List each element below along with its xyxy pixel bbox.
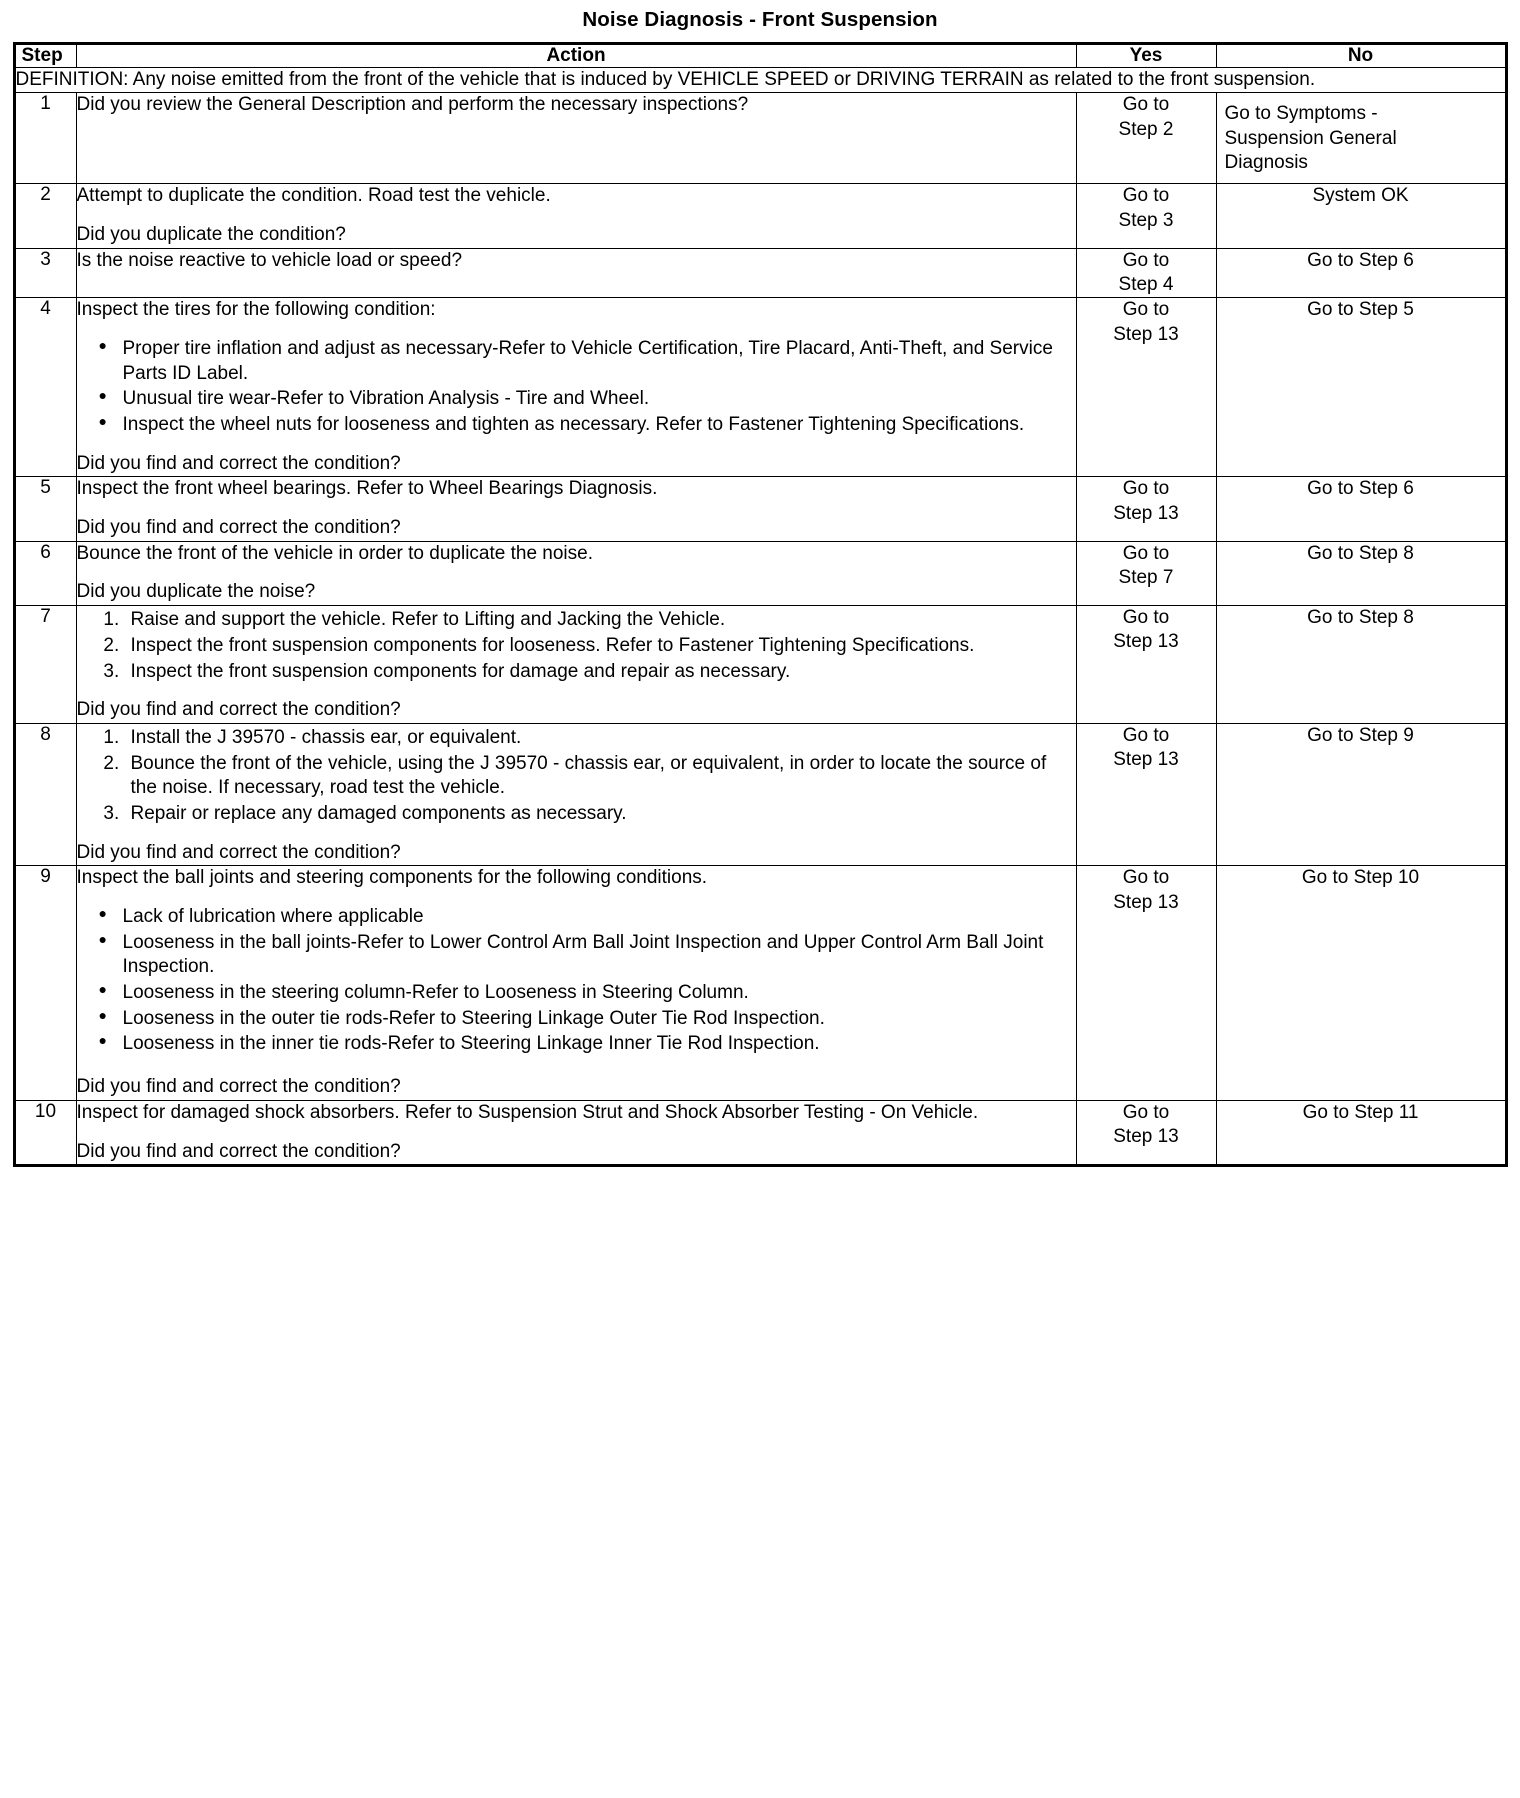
column-header-no: No (1216, 44, 1506, 68)
column-header-step: Step (14, 44, 76, 68)
yes-branch (1076, 723, 1216, 865)
action-question: Did you find and correct the condition? (76, 699, 401, 721)
table-header (14, 44, 1506, 68)
action-question: Did you duplicate the condition? (76, 223, 346, 245)
action-cell (76, 184, 1076, 248)
yes-line-1: Go to (1122, 299, 1170, 321)
step-number: 8 (14, 723, 76, 865)
no-branch (1216, 606, 1506, 724)
table-body (14, 68, 1506, 1166)
no-branch (1216, 298, 1506, 477)
action-cell (76, 723, 1076, 865)
yes-line-1: Go to (1122, 867, 1170, 889)
no-line-1: Go to Step 9 (1307, 724, 1414, 746)
step-number: 4 (14, 298, 76, 477)
no-branch (1216, 93, 1506, 184)
step-number: 5 (14, 477, 76, 541)
no-branch (1216, 866, 1506, 1101)
action-question: Did you find and correct the condition? (76, 452, 401, 474)
yes-branch (1076, 477, 1216, 541)
yes-branch (1076, 248, 1216, 298)
page-title: Noise Diagnosis - Front Suspension (582, 8, 938, 31)
no-branch (1216, 477, 1506, 541)
step-number: 2 (14, 184, 76, 248)
action-question: Did you find and correct the condition? (76, 1076, 401, 1098)
table-header-row (14, 44, 1506, 68)
yes-line-2: Step 4 (1118, 273, 1174, 295)
yes-line-2: Step 13 (1113, 749, 1179, 771)
yes-line-1: Go to (1122, 542, 1170, 564)
no-line-1: Go to Step 8 (1307, 607, 1414, 629)
action-cell (76, 606, 1076, 724)
no-line-1: System OK (1312, 185, 1409, 207)
list-item: 2. Bounce the front of the vehicle, using the J 39570 - chassis ear, or equivalent, in order to locate the source of the noise. If necessary, road test the vehicle. (125, 752, 1076, 801)
step-number: 6 (14, 541, 76, 605)
step-number: 3 (14, 248, 76, 298)
yes-line-1: Go to (1122, 94, 1170, 116)
list-item: ● Proper tire inflation and adjust as necessary-Refer to Vehicle Certification, Tire Placard, Anti-Theft, and Service Parts ID Label. (121, 337, 1076, 386)
action-question: Did you duplicate the noise? (76, 581, 316, 603)
no-branch (1216, 248, 1506, 298)
numbered-list (77, 726, 1076, 827)
list-item: ● Lack of lubrication where applicable (121, 905, 1076, 930)
no-line-1: Go to Step 6 (1307, 249, 1414, 271)
list-item: 3. Inspect the front suspension components for damage and repair as necessary. (125, 660, 1076, 685)
yes-line-2: Step 2 (1118, 118, 1174, 140)
yes-line-2: Step 13 (1113, 1126, 1179, 1148)
action-intro: Attempt to duplicate the condition. Road test the vehicle. (76, 185, 551, 207)
definition-text: DEFINITION: Any noise emitted from the front of the vehicle that is induced by VEHICLE SPEED or DRIVING TERRAIN as related to the front suspension. (14, 68, 1506, 93)
list-item: 1. Install the J 39570 - chassis ear, or equivalent. (125, 726, 1076, 751)
table-row (14, 184, 1506, 248)
no-line-1: Go to Step 10 (1301, 867, 1420, 889)
table-row (14, 1100, 1506, 1165)
no-line-2: Suspension General (1224, 127, 1397, 149)
action-cell (76, 248, 1076, 298)
yes-line-1: Go to (1122, 185, 1170, 207)
action-cell (76, 866, 1076, 1101)
yes-branch (1076, 1100, 1216, 1165)
diagnosis-table (13, 42, 1508, 1167)
list-item: 2. Inspect the front suspension components for looseness. Refer to Fastener Tightening Specifications. (125, 634, 1076, 659)
list-item: ● Unusual tire wear-Refer to Vibration Analysis - Tire and Wheel. (121, 387, 1076, 412)
yes-line-2: Step 13 (1113, 502, 1179, 524)
action-cell (76, 477, 1076, 541)
table-row (14, 866, 1506, 1101)
table-row (14, 93, 1506, 184)
list-item: 3. Repair or replace any damaged components as necessary. (125, 802, 1076, 827)
action-question: Did you find and correct the condition? (76, 841, 401, 863)
action-intro: Bounce the front of the vehicle in order to duplicate the noise. (76, 542, 593, 564)
bullet-list (77, 337, 1076, 438)
no-branch (1216, 541, 1506, 605)
yes-line-1: Go to (1122, 478, 1170, 500)
action-intro: Inspect the ball joints and steering components for the following conditions. (76, 867, 708, 889)
step-number: 9 (14, 866, 76, 1101)
table-row (14, 541, 1506, 605)
yes-line-2: Step 3 (1118, 209, 1174, 231)
list-item: ● Looseness in the steering column-Refer to Looseness in Steering Column. (121, 981, 1076, 1006)
yes-line-2: Step 13 (1113, 631, 1179, 653)
no-line-1: Go to Step 8 (1307, 542, 1414, 564)
bullet-list (77, 905, 1076, 1057)
yes-line-1: Go to (1122, 607, 1170, 629)
action-intro: Inspect the tires for the following condition: (76, 299, 436, 321)
table-row (14, 248, 1506, 298)
step-number: 7 (14, 606, 76, 724)
list-item: ● Inspect the wheel nuts for looseness and tighten as necessary. Refer to Fastener Tightening Specifications. (121, 413, 1076, 438)
action-question: Did you find and correct the condition? (76, 1140, 401, 1162)
no-branch (1216, 184, 1506, 248)
column-header-yes: Yes (1076, 44, 1216, 68)
action-cell (76, 1100, 1076, 1165)
yes-line-1: Go to (1122, 724, 1170, 746)
no-line-1: Go to Step 5 (1307, 299, 1414, 321)
action-cell (76, 93, 1076, 184)
action-cell (76, 298, 1076, 477)
definition-row (14, 68, 1506, 93)
action-intro: Inspect the front wheel bearings. Refer to Wheel Bearings Diagnosis. (76, 478, 658, 500)
step-number: 1 (14, 93, 76, 184)
step-number: 10 (14, 1100, 76, 1165)
action-cell (76, 541, 1076, 605)
no-line-1: Go to Symptoms - (1224, 103, 1378, 125)
no-branch (1216, 1100, 1506, 1165)
yes-line-1: Go to (1122, 1101, 1170, 1123)
action-intro: Did you review the General Description and perform the necessary inspections? (76, 94, 749, 116)
yes-line-1: Go to (1122, 249, 1170, 271)
no-branch (1216, 723, 1506, 865)
list-item: ● Looseness in the ball joints-Refer to Lower Control Arm Ball Joint Inspection and Upper Control Arm Ball Joint Inspection. (121, 931, 1076, 980)
no-line-1: Go to Step 11 (1302, 1101, 1419, 1123)
action-intro: Inspect for damaged shock absorbers. Refer to Suspension Strut and Shock Absorber Testing - On Vehicle. (76, 1101, 979, 1123)
yes-line-2: Step 7 (1118, 567, 1174, 589)
list-item: 1. Raise and support the vehicle. Refer to Lifting and Jacking the Vehicle. (125, 608, 1076, 633)
numbered-list (77, 608, 1076, 684)
yes-branch (1076, 866, 1216, 1101)
yes-branch (1076, 541, 1216, 605)
no-line-1: Go to Step 6 (1307, 478, 1414, 500)
yes-line-2: Step 13 (1113, 891, 1179, 913)
list-item: ● Looseness in the inner tie rods-Refer to Steering Linkage Inner Tie Rod Inspection. (121, 1032, 1076, 1057)
list-item: ● Looseness in the outer tie rods-Refer to Steering Linkage Outer Tie Rod Inspection. (121, 1007, 1076, 1032)
table-row (14, 477, 1506, 541)
action-question: Did you find and correct the condition? (76, 517, 401, 539)
no-line-3: Diagnosis (1224, 151, 1308, 173)
table-row (14, 723, 1506, 865)
table-row (14, 606, 1506, 724)
table-row (14, 298, 1506, 477)
yes-branch (1076, 606, 1216, 724)
column-header-action: Action (76, 44, 1076, 68)
yes-branch (1076, 93, 1216, 184)
yes-branch (1076, 298, 1216, 477)
yes-line-2: Step 13 (1113, 323, 1179, 345)
action-intro: Is the noise reactive to vehicle load or speed? (76, 249, 463, 271)
yes-branch (1076, 184, 1216, 248)
